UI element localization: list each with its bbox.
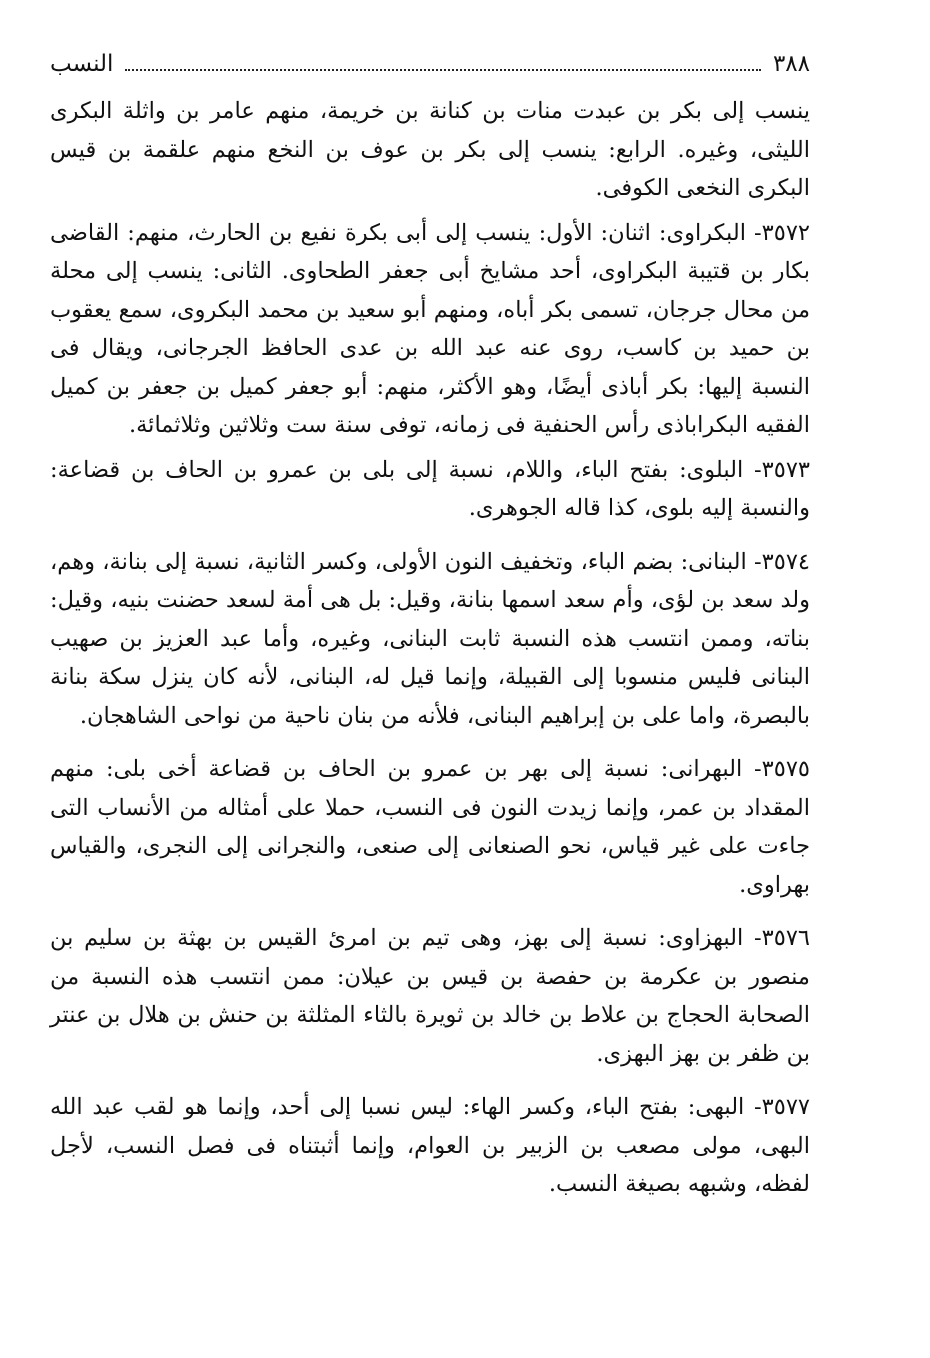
entry-3572: ٣٥٧٢- البكراوى: اثنان: الأول: ينسب إلى أبى بكرة نفيع بن الحارث، منهم: القاضى بكار بن قتيبة البكراوى، أحد مشايخ أبى جعفر الطحاوى. الثانى: ينسب إلى محلة من محال جرجان، تسمى بكر أباه، ومنهم أبو سعيد بن محمد البكروى، سمع يعقوب بن حميد بن كاسب، روى عنه عبد الله بن عدى الحافظ الجرجانى، ويقال فى النسبة إليها: بكر أباذى أيضًا، وهو الأكثر، منهم: أبو جعفر كميل بن جعفر بن كميل الفقيه البكراباذى رأس الحنفية فى زمانه، توفى سنة ست وثلاثين وثلاثمائة. [50,219,810,438]
book-page [50,42,810,1204]
header-leader-dots [125,69,760,71]
entry-3575: ٣٥٧٥- البهرانى: نسبة إلى بهر بن عمرو بن الحاف بن قضاعة أخى بلى: منهم المقداد بن عمر، وإنما زيدت النون فى النسب، حملا على أمثاله من الأنساب التى جاءت على غير قياس، نحو الصنعانى إلى صنعى، والنجرانى إلى النجرى، والقياس بهراوى. [50,756,810,898]
entry-3574: ٣٥٧٤- البنانى: بضم الباء، وتخفيف النون الأولى، وكسر الثانية، نسبة إلى بنانة، وهم، ولد سعد بن لؤى، وأم سعد اسمها بنانة، وقيل: بل هى أمة لسعد حضنت بنيه، وقيل: بناته، وممن انتسب هذه النسبة ثابت البنانى، وغيره، وأما عبد العزيز بن صهيب البنانى فليس منسوبا إلى القبيلة، وإنما قيل له، البنانى، لأنه كان ينزل سكة بنانة بالبصرة، واما على بن إبراهيم البنانى، فلأنه من بنان ناحية من نواحى الشاهجان. [50,548,810,729]
paragraph-continuation: ينسب إلى بكر بن عبدت منات بن كنانة بن خريمة، منهم عامر بن واثلة البكرى الليثى، وغيره. الرابع: ينسب إلى بكر بن عوف بن النخع منهم علقمة بن قيس البكرى النخعى الكوفى. [50,98,810,201]
entry-3573: ٣٥٧٣- البلوى: بفتح الباء، واللام، نسبة إلى بلى بن عمرو بن الحاف بن قضاعة: والنسبة إليه بلوى، كذا قاله الجوهرى. [50,456,810,521]
page-number: ٣٨٨ [772,51,810,77]
section-title: النسب [50,51,114,77]
running-header [50,42,810,86]
entry-3576: ٣٥٧٦- البهزاوى: نسبة إلى بهز، وهى تيم بن امرئ القيس بن بهثة بن سليم بن منصور بن عكرمة بن حفصة بن قيس بن عيلان: ممن انتسب هذه النسبة من الصحابة الحجاج بن علاط بن خالد بن ثويرة بالثاء المثلثة بن حنش بن هلال بن عنتر بن ظفر بن بهز البهزى. [50,925,810,1067]
entry-3577: ٣٥٧٧- البهى: بفتح الباء، وكسر الهاء: ليس نسبا إلى أحد، وإنما هو لقب عبد الله البهى، مولى مصعب بن الزبير بن العوام، وإنما أثبتناه فى فصل النسب، لأجل لفظه، وشبهه بصيغة النسب. [50,1094,810,1197]
body-text [50,92,810,1204]
